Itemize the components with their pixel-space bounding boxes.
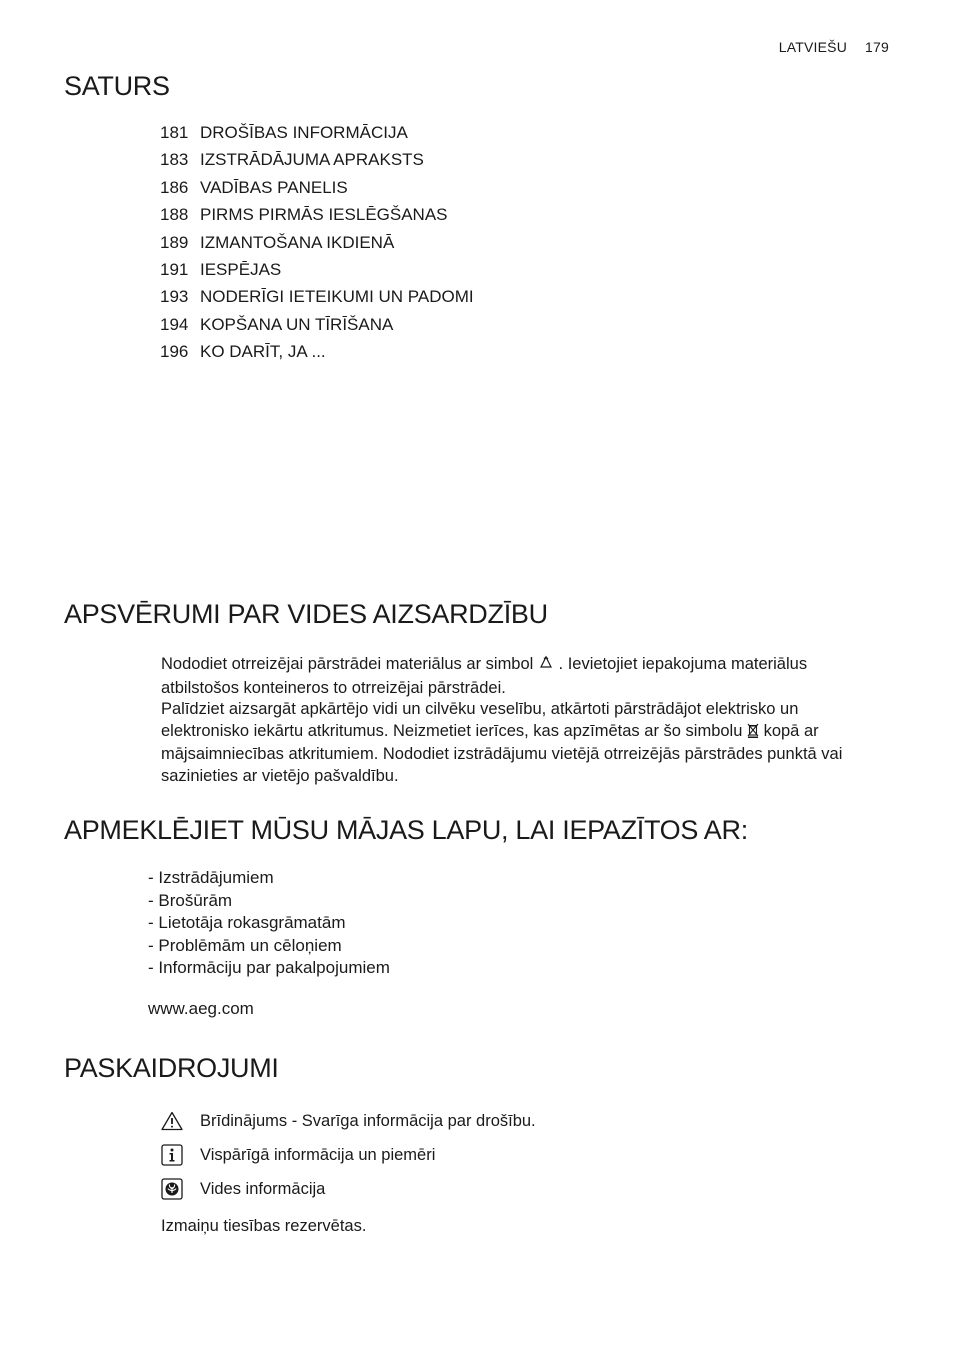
info-icon xyxy=(160,1143,184,1167)
toc-page: 183 xyxy=(160,150,189,170)
toc-title: NODERĪGI IETEIKUMI UN PADOMI xyxy=(200,287,474,307)
toc-title: VADĪBAS PANELIS xyxy=(200,177,348,197)
legend-text: Vides informācija xyxy=(200,1179,326,1198)
warning-triangle-icon xyxy=(160,1109,184,1133)
toc-item[interactable] xyxy=(160,342,474,369)
toc-title: IZSTRĀDĀJUMA APRAKSTS xyxy=(200,150,424,170)
toc-item[interactable] xyxy=(160,205,474,232)
list-item: - Lietotāja rokasgrāmatām xyxy=(148,913,346,932)
toc-page: 181 xyxy=(160,123,189,142)
website-link[interactable]: www.aeg.com xyxy=(148,999,254,1018)
toc-item[interactable] xyxy=(160,260,474,287)
weee-text-start: Palīdziet aizsargāt apkārtējo vidi un cilvēku veselību, atkārtoti pārstrādājot elektrisko un elektronisko iekārtu atkritumus. Neizmetiet ierīces, kas apzīmētas ar šo simbolu xyxy=(161,700,799,740)
legend-text: Vispārīgā informācija un piemēri xyxy=(200,1145,436,1164)
toc-title: KO DARĪT, JA ... xyxy=(200,342,326,362)
toc-page: 193 xyxy=(160,287,189,307)
table-of-contents xyxy=(160,123,474,370)
toc-item[interactable] xyxy=(160,178,474,205)
legend-list xyxy=(160,1104,536,1206)
weee-text xyxy=(161,699,881,787)
list-item: - Brošūrām xyxy=(148,890,233,910)
recycling-text-start: Nododiet otrreizējai pārstrādei materiālus ar simbol xyxy=(161,655,534,673)
language-label: LATVIEŠU xyxy=(778,39,848,55)
website-title: APMEKLĒJIET MŪSU MĀJAS LAPU, LAI IEPAZĪTOS AR: xyxy=(64,815,748,845)
crossed-bin-icon xyxy=(747,722,759,745)
footer-note: Izmaiņu tiesības rezervētas. xyxy=(161,1217,367,1235)
toc-page: 194 xyxy=(160,314,189,334)
legend-text: Brīdinājums - Svarīga informācija par drošību. xyxy=(200,1111,536,1130)
toc-title: IZMANTOŠANA IKDIENĀ xyxy=(200,232,395,252)
toc-page: 186 xyxy=(160,177,189,197)
list-item: - Izstrādājumiem xyxy=(148,868,274,887)
legend-title: PASKAIDROJUMI xyxy=(64,1053,279,1083)
toc-page: 188 xyxy=(160,205,189,225)
toc-item[interactable] xyxy=(160,315,474,342)
toc-title: DROŠĪBAS INFORMĀCIJA xyxy=(200,123,408,142)
recycle-icon xyxy=(538,655,554,678)
list-item: - Problēmām un cēloņiem xyxy=(148,935,342,955)
toc-page: 189 xyxy=(160,232,189,252)
contents-title: SATURS xyxy=(64,71,170,101)
toc-item[interactable] xyxy=(160,233,474,260)
page-number: 179 xyxy=(865,39,889,55)
toc-item[interactable] xyxy=(160,287,474,314)
toc-title: KOPŠANA UN TĪRĪŠANA xyxy=(200,314,394,334)
website-list xyxy=(148,867,390,980)
environment-paragraph xyxy=(161,654,881,788)
legend-item-info xyxy=(160,1138,536,1172)
legend-item-environment xyxy=(160,1172,536,1206)
weee-text-end: kopā ar mājsaimniecības atkritumiem. Nododiet izstrādājumu vietējā otrreizējās pārstrādes punktā vai sazinieties ar vietējo pašvaldību. xyxy=(161,721,843,785)
page-header xyxy=(779,39,889,55)
environment-leaf-icon xyxy=(160,1177,184,1201)
toc-page: 196 xyxy=(160,342,189,362)
toc-item[interactable] xyxy=(160,123,474,150)
recycling-text-end: . Ievietojiet iepakojuma materiālus atbilstošos konteineros to otrreizējai pārstrādei. xyxy=(161,655,808,697)
toc-item[interactable] xyxy=(160,150,474,177)
toc-page: 191 xyxy=(160,259,189,279)
toc-title: PIRMS PIRMĀS IESLĒGŠANAS xyxy=(200,205,448,225)
list-item: - Informāciju par pakalpojumiem xyxy=(148,958,390,977)
recycling-text xyxy=(161,654,881,699)
legend-item-warning xyxy=(160,1104,536,1138)
toc-title: IESPĒJAS xyxy=(200,259,282,279)
environment-title: APSVĒRUMI PAR VIDES AIZSARDZĪBU xyxy=(64,599,548,629)
